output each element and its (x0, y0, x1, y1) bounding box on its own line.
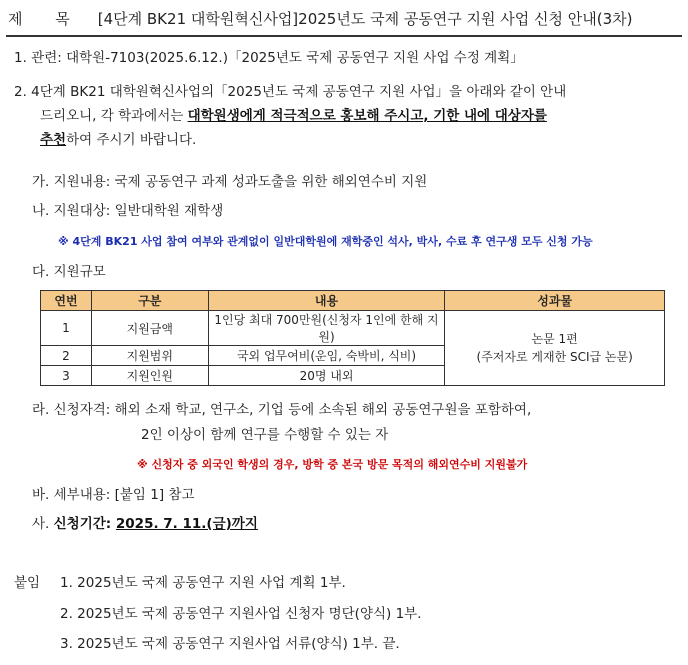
section-b-target: 나. 지원대상: 일반대학원 재학생 (32, 203, 224, 219)
section-d-eligibility-line1: 라. 신청자격: 해외 소재 학교, 연구소, 기업 등에 소속된 해외 공동연구원을 포함하여, (32, 402, 532, 418)
item-2-line2 (40, 104, 547, 124)
outcome-line1: 논문 1편 (531, 332, 578, 346)
cell-outcome (445, 311, 665, 386)
item-2-emphasis-recommend: 추천 (40, 132, 67, 148)
cell-no: 2 (41, 346, 92, 366)
cell-category: 지원범위 (91, 346, 208, 366)
document-title-row (8, 8, 633, 29)
support-scale-table (40, 290, 665, 386)
cell-content: 국외 업무여비(운임, 숙박비, 식비) (208, 346, 445, 366)
attachment-item: 2. 2025년도 국제 공동연구 지원사업 신청자 명단(양식) 1부. (60, 606, 422, 622)
section-f-period-label: 신청기간: (53, 516, 116, 532)
attachment-item: 1. 2025년도 국제 공동연구 지원 사업 계획 1부. (60, 575, 346, 591)
item-2-line1: 2. 4단계 BK21 대학원혁신사업의「2025년도 국제 공동연구 지원 사업」을 아래와 같이 안내 (14, 84, 567, 100)
cell-category: 지원인원 (91, 366, 208, 386)
title-label: 제 목 (8, 10, 84, 28)
item-1-reference: 1. 관련: 대학원-7103(2025.6.12.)「2025년도 국제 공동연구 지원 사업 수정 계획」 (14, 50, 524, 66)
th-category: 구분 (91, 291, 208, 311)
item-2-line3 (40, 128, 196, 148)
document-title: [4단계 BK21 대학원혁신사업]2025년도 국제 공동연구 지원 사업 신청 안내(3차) (97, 10, 633, 28)
attachment-item: 3. 2025년도 국제 공동연구 지원사업 서류(양식) 1부. 끝. (60, 636, 400, 652)
table-row (41, 311, 665, 346)
section-d-eligibility-line2: 2인 이상이 함께 연구를 수행할 수 있는 자 (141, 427, 389, 443)
cell-content: 1인당 최대 700만원(신청자 1인에 한해 지원) (208, 311, 445, 346)
cell-category: 지원금액 (91, 311, 208, 346)
title-divider (6, 35, 682, 37)
section-f-label: 사. (32, 516, 54, 532)
section-f-period (32, 512, 258, 532)
section-e-details: 바. 세부내용: [붙임 1] 참고 (32, 487, 195, 503)
item-2-emphasis: 대학원생에게 적극적으로 홍보해 주시고, 기한 내에 대상자를 (187, 108, 547, 124)
outcome-line2: (주저자로 게재한 SCI급 논문) (476, 350, 633, 364)
section-b-note: ※ 4단계 BK21 사업 참여 여부와 관계없이 일반대학원에 재학중인 석사, 박사, 수료 후 연구생 모두 신청 가능 (58, 235, 593, 248)
attachments-label: 붙임 (14, 575, 41, 591)
section-c-scale: 다. 지원규모 (32, 264, 106, 280)
section-f-deadline: 2025. 7. 11.(금)까지 (115, 516, 258, 532)
section-d-note: ※ 신청자 중 외국인 학생의 경우, 방학 중 본국 방문 목적의 해외연수비 지원불가 (137, 458, 528, 471)
table-header-row (41, 291, 665, 311)
th-outcome: 성과물 (445, 291, 665, 311)
cell-content: 20명 내외 (208, 366, 445, 386)
item-2-line3-text: 하여 주시기 바랍니다. (66, 132, 197, 148)
cell-no: 1 (41, 311, 92, 346)
th-no: 연번 (41, 291, 92, 311)
cell-no: 3 (41, 366, 92, 386)
th-content: 내용 (208, 291, 445, 311)
item-2-line2-text: 드리오니, 각 학과에서는 (40, 108, 188, 124)
section-a-content: 가. 지원내용: 국제 공동연구 과제 성과도출을 위한 해외연수비 지원 (32, 174, 428, 190)
